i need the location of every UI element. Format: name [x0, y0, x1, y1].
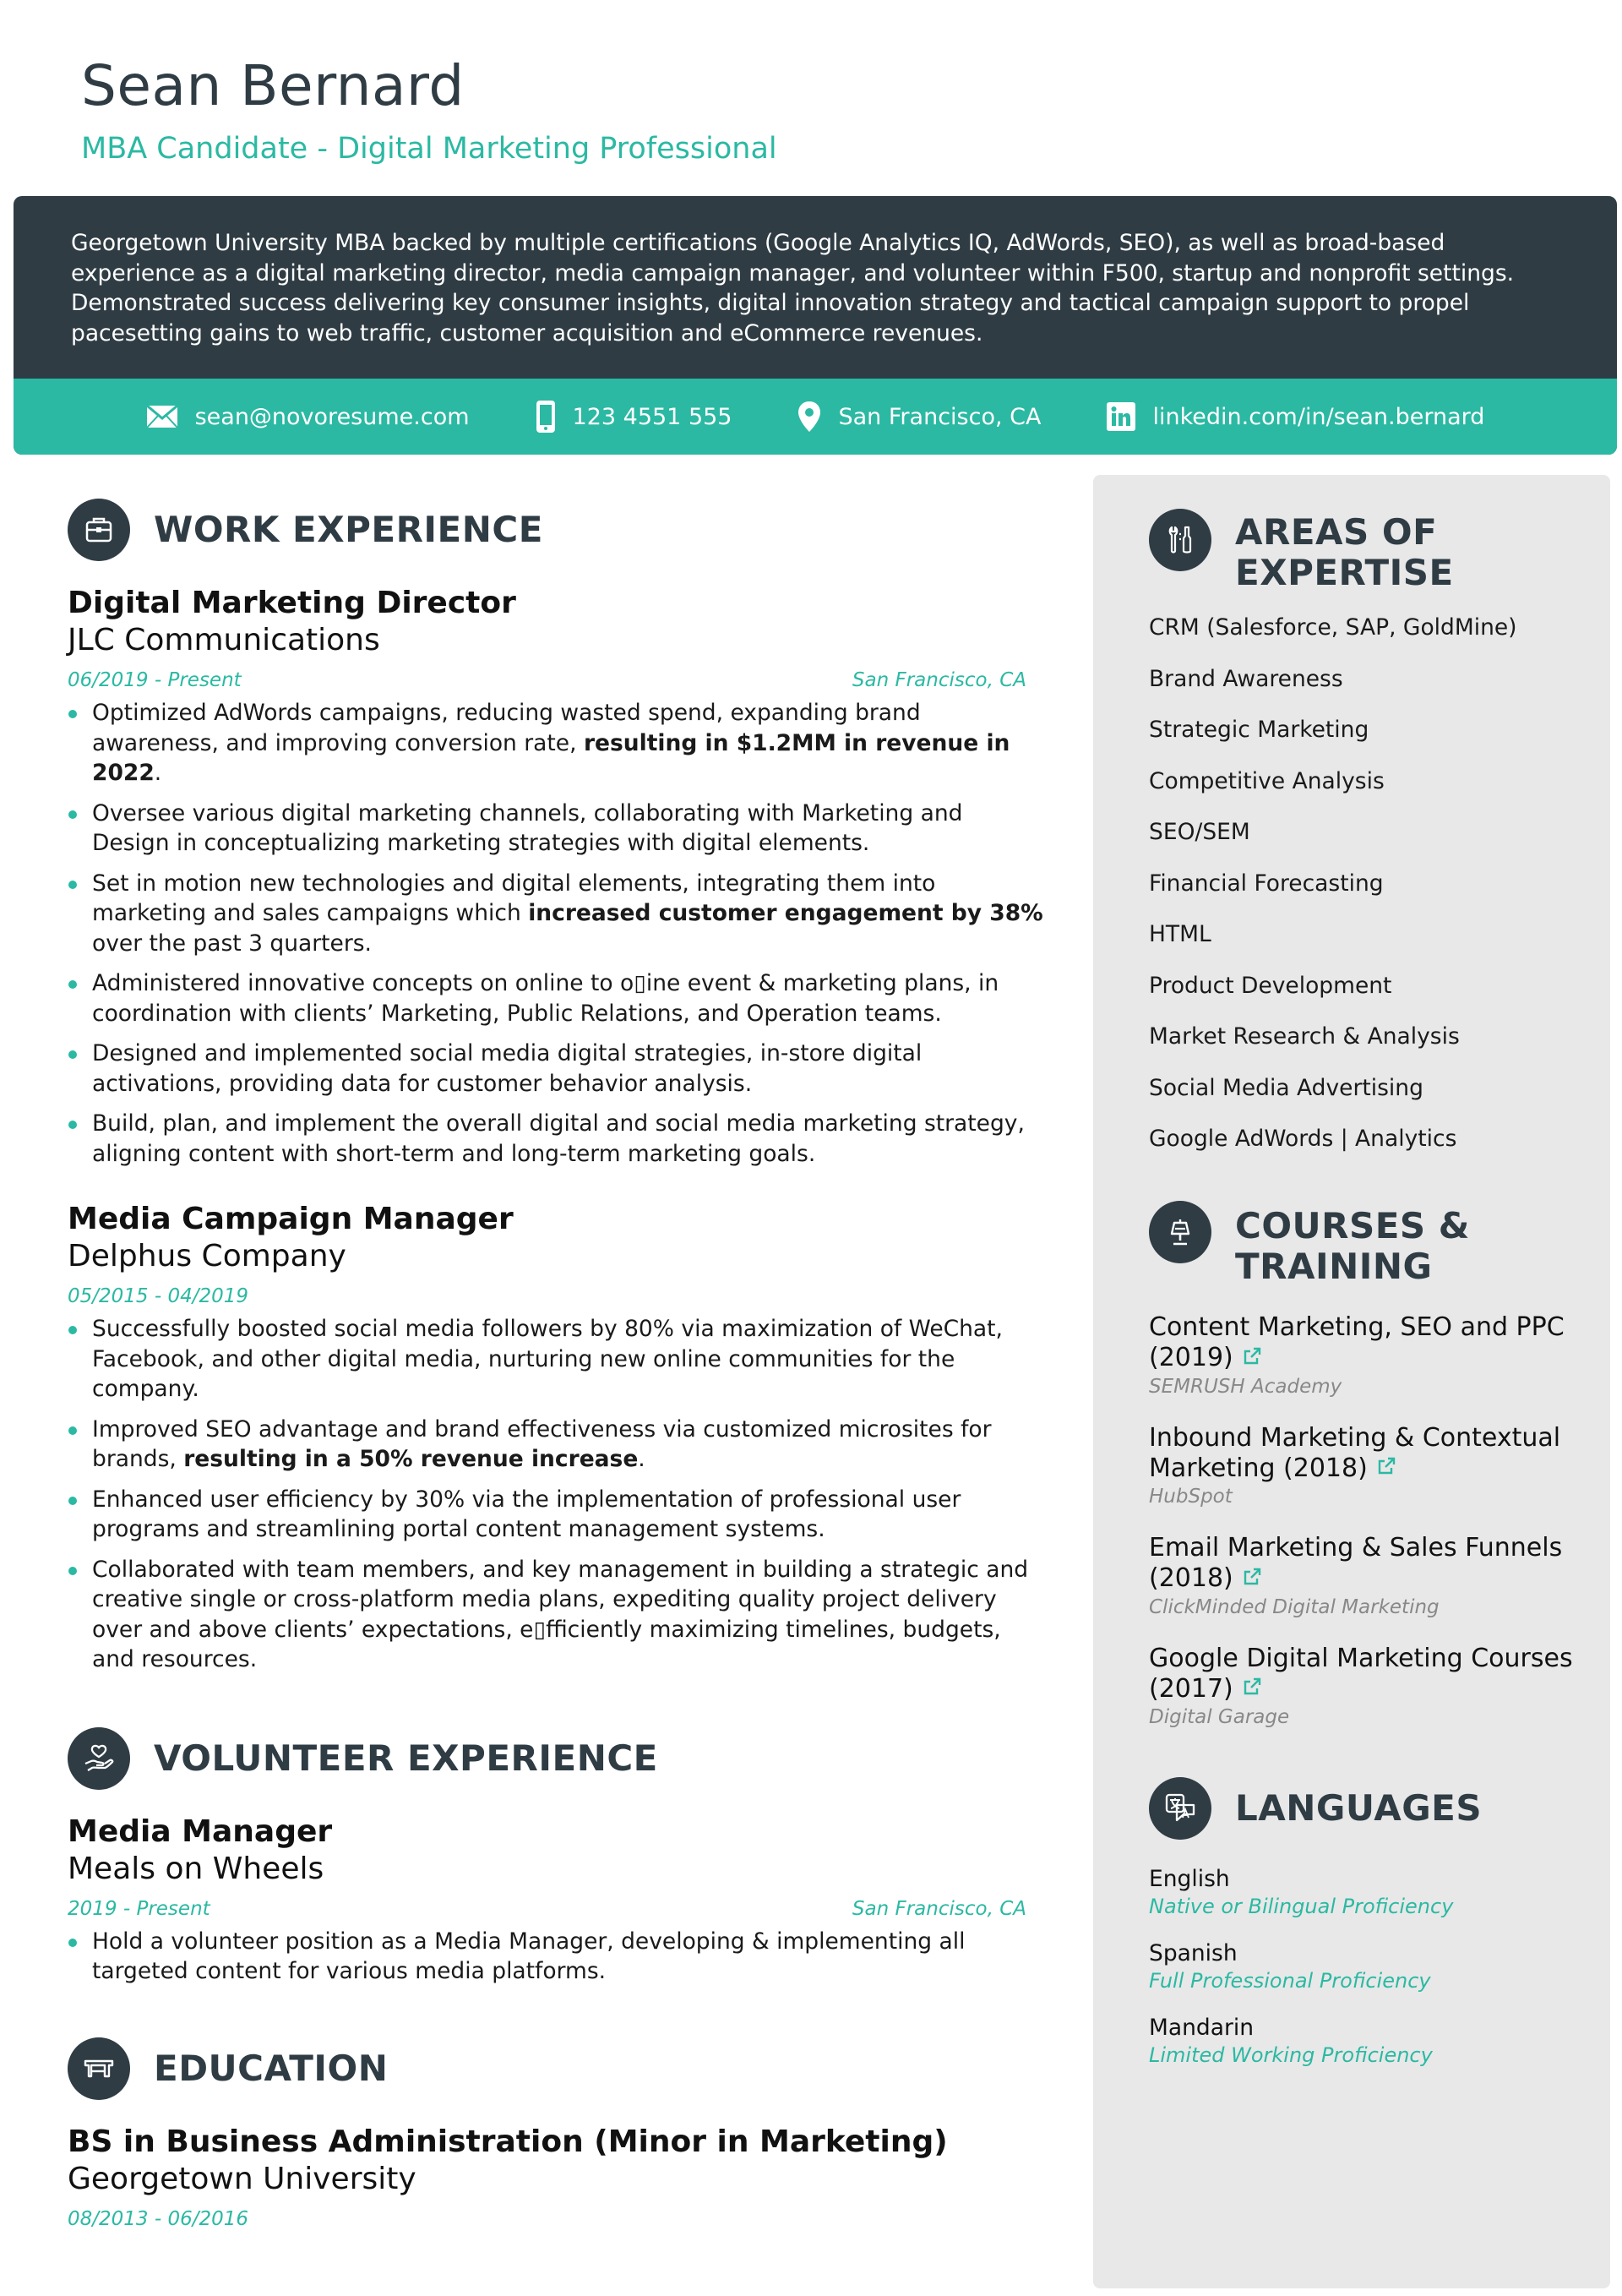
external-link-icon[interactable] [1242, 1344, 1262, 1374]
bullet-item: Optimized AdWords campaigns, reducing wasted spend, expanding brand awareness, and improving conversion rate, resulting in $1.2MM in revenue in 2022. [68, 698, 1043, 788]
expertise-heading [1149, 509, 1610, 593]
external-link-icon[interactable] [1242, 1564, 1262, 1595]
degree-title: BS in Business Administration (Minor in Marketing) [68, 2124, 948, 2159]
skill-item: Financial Forecasting [1149, 870, 1384, 897]
job-title: Digital Marketing Director [68, 586, 516, 620]
linkedin-icon [1107, 402, 1135, 431]
contact-linkedin[interactable] [1107, 402, 1484, 431]
language-level: Native or Bilingual Proficiency [1149, 1895, 1454, 1918]
bullet-item: Hold a volunteer position as a Media Manager, developing & implementing all targeted content for various media platforms. [68, 1927, 1043, 1987]
volunteer-experience-heading [68, 1727, 1048, 1790]
bullet-item: Oversee various digital marketing channels, collaborating with Marketing and Design in conceptualizing marketing strategies with digital elements. [68, 799, 1043, 859]
course-org: SEMRUSH Academy [1149, 1375, 1342, 1398]
summary-text: Georgetown University MBA backed by multiple certifications (Google Analytics IQ, AdWords, SEO), as well as broad-based experience as a digital marketing director, media campaign manager, and volunteer within F500, startup and nonprofit settings. Demonstrated success delivering key consumer insights, digital innovation strategy and tactical campaign support to propel pacesetting gains to web traffic, customer acquisition and eCommerce revenues. [71, 230, 1515, 346]
job-title: Media Manager [68, 1813, 333, 1849]
section-title: EDUCATION [154, 2047, 389, 2089]
course-org: ClickMinded Digital Marketing [1149, 1595, 1440, 1618]
job-dates: 06/2019 - Present [68, 669, 242, 691]
language-level: Limited Working Proficiency [1149, 2043, 1433, 2067]
course-org: HubSpot [1149, 1486, 1233, 1508]
languages-heading [1149, 1777, 1610, 1840]
location-pin-icon [797, 401, 821, 433]
course-item: Content Marketing, SEO and PPC (2019) SEMRUSH Academy [1149, 1312, 1610, 1399]
skill-item: Strategic Marketing [1149, 717, 1369, 743]
external-link-icon[interactable] [1376, 1453, 1396, 1484]
job-meta [68, 1896, 1026, 1922]
job-dates: 05/2015 - 04/2019 [68, 1285, 249, 1307]
resume-header [81, 52, 777, 167]
courses-title: COURSES & TRAINING [1235, 1205, 1470, 1287]
envelope-icon [146, 405, 178, 428]
candidate-subtitle: MBA Candidate - Digital Marketing Professional [81, 132, 777, 166]
course-item: Google Digital Marketing Courses (2017) Digital Garage [1149, 1644, 1610, 1731]
skill-item: Market Research & Analysis [1149, 1023, 1460, 1050]
course-item: Inbound Marketing & Contextual Marketing (2018) HubSpot [1149, 1423, 1610, 1510]
bullet-item: Administered innovative concepts on online to o▯ine event & marketing plans, in coordination with clients’ Marketing, Public Relations, and Operation teams. [68, 968, 1043, 1028]
skill-item: Brand Awareness [1149, 665, 1343, 692]
education-heading [68, 2037, 1048, 2100]
job-title: Media Campaign Manager [68, 1202, 514, 1236]
contact-location-text: San Francisco, CA [838, 403, 1042, 430]
expertise-list [1149, 614, 1610, 1153]
job-bullets [68, 1927, 1048, 1987]
summary-band [14, 196, 1617, 455]
courses-list [1149, 1312, 1610, 1730]
main-column [68, 499, 1048, 2232]
job-company: Delphus Company [68, 1239, 346, 1273]
contact-email-text: sean@novoresume.com [194, 403, 470, 430]
job-bullets [68, 698, 1048, 1169]
courses-heading [1149, 1201, 1610, 1287]
language-level: Full Professional Proficiency [1149, 1969, 1431, 1993]
job-entry [68, 585, 1048, 1169]
section-title: LANGUAGES [1235, 1787, 1483, 1829]
job-location: San Francisco, CA [852, 669, 1026, 691]
job-bullets [68, 1314, 1048, 1675]
expertise-title: AREAS OF EXPERTISE [1235, 511, 1454, 593]
bullet-item: Set in motion new technologies and digital elements, integrating them into marketing and sales campaigns which increased customer engagement by 38% over the past 3 quarters. [68, 869, 1043, 959]
tools-icon [1149, 509, 1211, 571]
candidate-name: Sean Bernard [81, 53, 465, 118]
language-name: Mandarin [1149, 2015, 1255, 2041]
course-org: Digital Garage [1149, 1706, 1290, 1728]
language-name: Spanish [1149, 1940, 1238, 1966]
translate-icon [1149, 1777, 1211, 1840]
bullet-item: Collaborated with team members, and key management in building a strategic and creative single or cross-platform media plans, expediting quality project delivery over and above clients’ expectations, e▯fficiently maximizing timelines, budgets, and resources. [68, 1555, 1043, 1675]
skill-item: Product Development [1149, 972, 1392, 999]
job-dates: 2019 - Present [68, 1897, 210, 1920]
briefcase-icon [68, 499, 130, 561]
mortarboard-icon [68, 2037, 130, 2100]
job-meta [68, 668, 1026, 693]
helping-hand-icon [68, 1727, 130, 1790]
job-company: Meals on Wheels [68, 1851, 324, 1886]
skill-item: SEO/SEM [1149, 819, 1250, 845]
contact-location [797, 401, 1041, 433]
contact-bar [14, 379, 1617, 455]
lamp-icon [1149, 1201, 1211, 1263]
language-item [1149, 2014, 1610, 2068]
education-meta [68, 2206, 1026, 2232]
language-name: English [1149, 1866, 1230, 1892]
language-item [1149, 1865, 1610, 1919]
bullet-item: Improved SEO advantage and brand effectiveness via customized microsites for brands, resulting in a 50% revenue increase. [68, 1415, 1043, 1475]
contact-phone[interactable] [536, 400, 732, 434]
bullet-item: Enhanced user efficiency by 30% via the implementation of professional user programs and streamlining portal content management systems. [68, 1485, 1043, 1545]
bullet-item: Designed and implemented social media digital strategies, in-store digital activations, providing data for customer behavior analysis. [68, 1039, 1043, 1099]
language-item [1149, 1939, 1610, 1993]
skill-item: CRM (Salesforce, SAP, GoldMine) [1149, 614, 1517, 641]
languages-list [1149, 1865, 1610, 2068]
job-entry [68, 1201, 1048, 1675]
skill-item: HTML [1149, 921, 1211, 947]
bullet-item: Successfully boosted social media followers by 80% via maximization of WeChat, Facebook, and other digital media, nurturing new online communities for the company. [68, 1314, 1043, 1404]
bullet-item: Build, plan, and implement the overall digital and social media marketing strategy, aligning content with short-term and long-term marketing goals. [68, 1109, 1043, 1169]
course-item: Email Marketing & Sales Funnels (2018) ClickMinded Digital Marketing [1149, 1533, 1610, 1620]
job-entry [68, 1813, 1048, 1987]
section-title: VOLUNTEER EXPERIENCE [154, 1737, 658, 1779]
skill-item: Competitive Analysis [1149, 767, 1385, 794]
job-meta [68, 1284, 1026, 1309]
school-name: Georgetown University [68, 2161, 416, 2196]
contact-linkedin-text: linkedin.com/in/sean.bernard [1152, 403, 1485, 430]
skill-item: Google AdWords | Analytics [1149, 1126, 1457, 1152]
skill-item: Social Media Advertising [1149, 1074, 1423, 1101]
section-title: WORK EXPERIENCE [154, 509, 543, 550]
external-link-icon[interactable] [1242, 1674, 1262, 1704]
phone-icon [536, 400, 556, 434]
job-company: JLC Communications [68, 623, 380, 657]
contact-email[interactable] [146, 404, 470, 430]
sidebar [1093, 475, 1610, 2288]
education-entry [68, 2124, 1048, 2232]
work-experience-heading [68, 499, 1048, 561]
education-dates: 08/2013 - 06/2016 [68, 2207, 249, 2230]
job-location: San Francisco, CA [852, 1897, 1026, 1920]
contact-phone-text: 123 4551 555 [572, 403, 732, 430]
